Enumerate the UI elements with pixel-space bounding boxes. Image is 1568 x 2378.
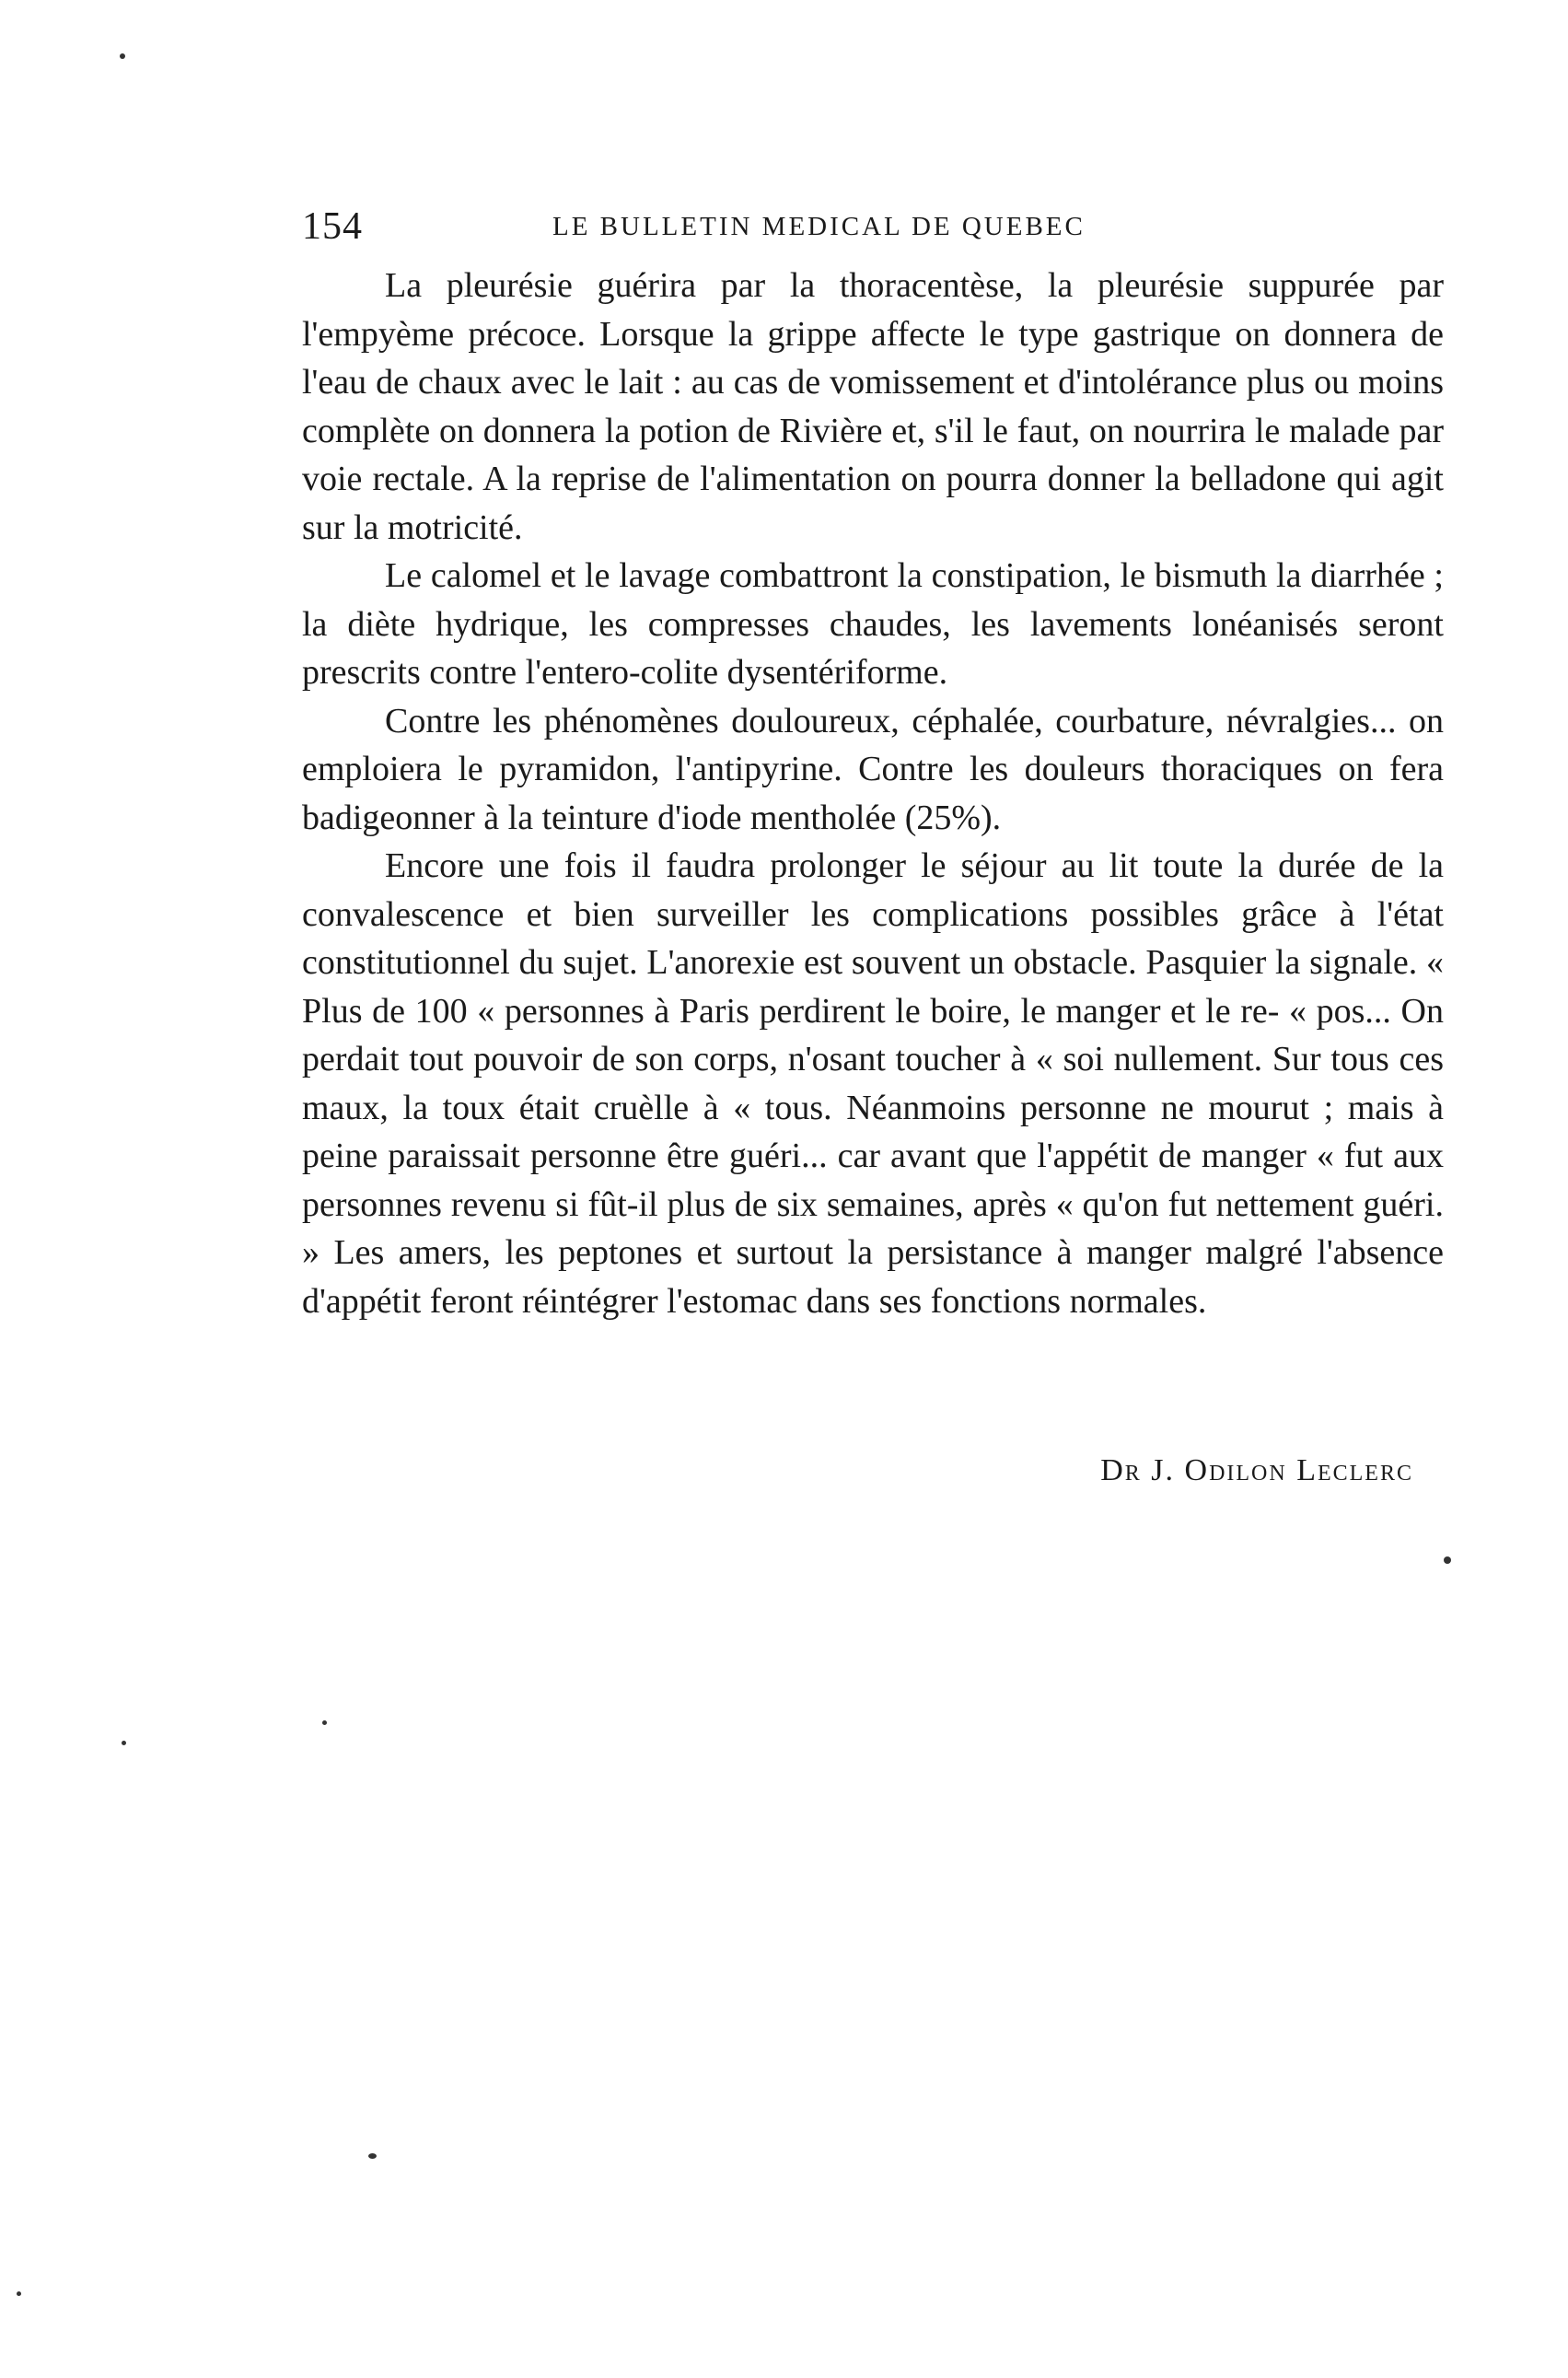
page-header — [302, 204, 1223, 251]
scan-speck — [322, 1720, 327, 1725]
running-head: LE BULLETIN MEDICAL DE QUEBEC — [552, 212, 1086, 241]
author-signature: Dr J. Odilon Leclerc — [1100, 1453, 1413, 1487]
scan-speck — [17, 2291, 21, 2296]
page-number: 154 — [302, 205, 363, 248]
scan-speck — [120, 53, 125, 59]
paragraph: Le calomel et le lavage combattront la constipation, le bismuth la diarrhée ; la diète hydrique, les compresses chaudes, les lavements lonéanisés seront prescrits contre l'entero-colite dysentériforme. — [302, 556, 1444, 692]
paragraph: Encore une fois il faudra prolonger le séjour au lit toute la durée de la convalescence et bien surveiller les complications possibles grâce à l'état constitutionnel du sujet. L'anorexie est souvent un obstacle. Pasquier la signale. « Plus de 100 « personnes à Paris perdirent le boire, le manger et le re- « pos... On perdait tout pouvoir de son corps, n'osant toucher à « soi nullement. Sur tous ces maux, la toux était cruèlle à « tous. Néanmoins personne ne mourut ; mais à peine paraissait personne être guéri... car avant que l'appétit de manger « fut aux personnes revenu si fût-il plus de six semaines, après « qu'on fut nettement guéri. » Les amers, les peptones et surtout la persistance à manger malgré l'absence d'appétit feront réintégrer l'estomac dans ses fonctions normales. — [302, 846, 1444, 1321]
paragraph: La pleurésie guérira par la thoracentèse, la pleurésie suppurée par l'empyème précoce. Lorsque la grippe affecte le type gastrique on donnera de l'eau de chaux avec le lait : au cas de vomissement et d'intolérance plus ou moins complète on donnera la potion de Rivière et, s'il le faut, on nourrira le malade par voie rectale. A la reprise de l'alimentation on pourra donner la belladone qui agit sur la motricité. — [302, 266, 1444, 547]
scan-speck — [1444, 1556, 1451, 1564]
article-body — [302, 262, 1444, 1325]
scan-speck — [368, 2153, 377, 2159]
paragraph: Contre les phénomènes douloureux, céphalée, courbature, névralgies... on emploiera le pyramidon, l'antipyrine. Contre les douleurs thoraciques on fera badigeonner à la teinture d'iode mentholée (25%). — [302, 701, 1444, 837]
scan-speck — [122, 1741, 126, 1745]
